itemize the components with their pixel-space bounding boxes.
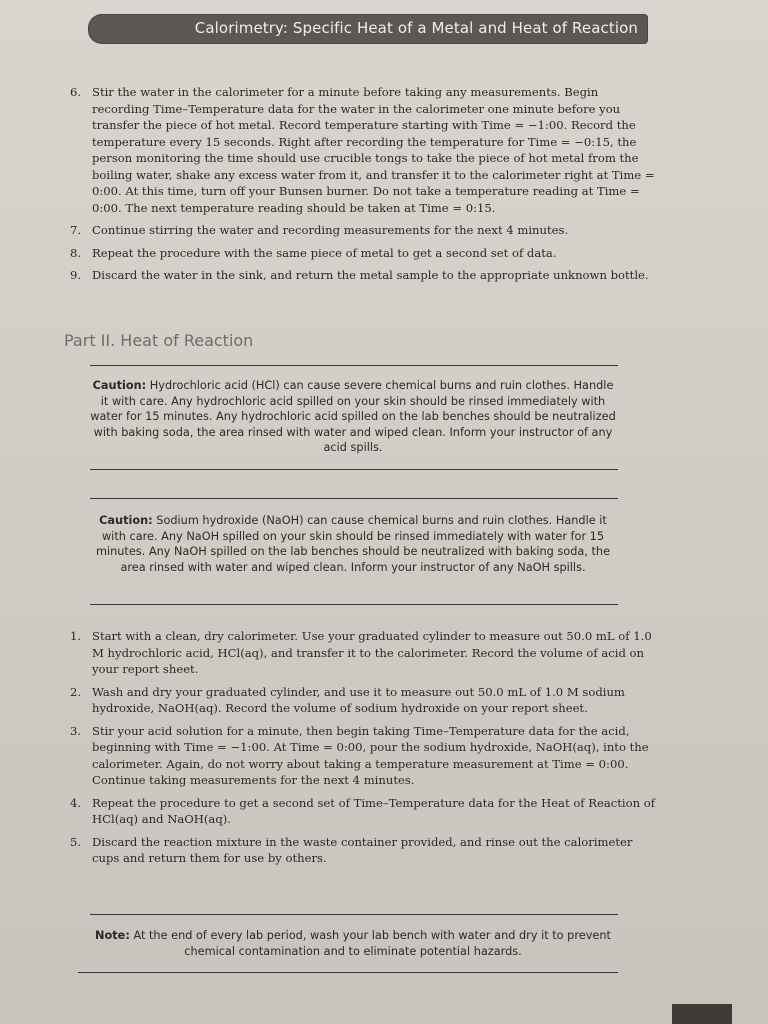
caution-text: Hydrochloric acid (HCl) can cause severe chemical burns and ruin clothes. Handle it with care. Any hydrochloric acid spilled on your skin should be rinsed immediately with water for 15 minutes. Any hydrochloric acid spilled on the lab benches should be neutralized with baking soda, the area rinsed with water and wiped clean. Inform your instructor of any acid spills. (90, 379, 616, 454)
list-item (58, 684, 658, 717)
divider (90, 914, 618, 915)
list-item (58, 267, 658, 284)
divider (90, 365, 618, 366)
step-number: 6. (70, 85, 82, 99)
step-text: Wash and dry your graduated cylinder, and use it to measure out 50.0 mL of 1.0 M sodium hydroxide, NaOH(aq). Record the volume of sodium hydroxide on your report sheet. (92, 684, 625, 715)
step-number: 7. (70, 223, 82, 237)
list-item (58, 84, 658, 216)
step-number: 9. (70, 268, 82, 282)
running-header-bar (88, 14, 648, 44)
list-item (58, 795, 658, 828)
step-number: 4. (70, 795, 82, 810)
step-text: Discard the reaction mixture in the waste container provided, and rinse out the calorimeter cups and return them for use by others. (92, 834, 633, 865)
step-number: 2. (70, 684, 82, 699)
step-number: 5. (70, 834, 82, 849)
section-heading: Part II. Heat of Reaction (64, 331, 254, 350)
step-text: Continue stirring the water and recording measurements for the next 4 minutes. (92, 223, 569, 237)
divider (78, 972, 618, 973)
step-number: 8. (70, 245, 82, 260)
divider (90, 469, 618, 470)
caution-label: Caution: (99, 514, 153, 527)
note-text: At the end of every lab period, wash your lab bench with water and dry it to prevent chemical contamination and to eliminate potential hazards. (133, 929, 611, 958)
list-item (58, 222, 658, 239)
caution-box-naoh (88, 513, 618, 575)
list-item (58, 628, 658, 678)
list-item (58, 723, 658, 789)
note-box (88, 928, 618, 959)
caution-text: Sodium hydroxide (NaOH) can cause chemical burns and ruin clothes. Handle it with care. Any NaOH spilled on your skin should be rinsed immediately with water for 15 minutes. Any NaOH spilled on the lab benches should be neutralized with baking soda, the area rinsed with water and wiped clean. Inform your instructor of any NaOH spills. (95, 514, 611, 574)
running-header-title: Calorimetry: Specific Heat of a Metal and Heat of Reaction (194, 19, 638, 37)
divider (90, 498, 618, 499)
step-text: Discard the water in the sink, and return the metal sample to the appropriate unknown bottle. (92, 268, 649, 282)
caution-box-hcl (88, 378, 618, 456)
caution-label: Caution: (92, 379, 147, 392)
part2-steps-list (58, 628, 658, 873)
part1-steps-list (58, 84, 658, 290)
list-item (58, 245, 658, 262)
step-text: Repeat the procedure to get a second set of Time–Temperature data for the Heat of Reaction of HCl(aq) and NaOH(aq). (92, 795, 656, 826)
list-item (58, 834, 658, 867)
step-text: Stir your acid solution for a minute, then begin taking Time–Temperature data for the acid, beginning with Time = −1:00. At Time = 0:00, pour the sodium hydroxide, NaOH(aq), into the calorimeter. Again, do not worry about taking a temperature measurement at Time = 0:00. Continue taking measurements for the next 4 minutes. (92, 723, 649, 787)
note-label: Note: (95, 929, 130, 942)
divider (90, 604, 618, 605)
step-text: Start with a clean, dry calorimeter. Use your graduated cylinder to measure out 50.0 mL of 1.0 M hydrochloric acid, HCl(aq), and transfer it to the calorimeter. Record the volume of acid on your report sheet. (92, 629, 652, 676)
step-number: 1. (70, 629, 82, 643)
step-number: 3. (70, 723, 82, 738)
step-text: Stir the water in the calorimeter for a minute before taking any measurements. Begin recording Time–Temperature data for the water in the calorimeter one minute before you transfer the piece of hot metal. Record temperature starting with Time = −1:00. Record the temperature every 15 seconds. Right after recording the temperature for Time = −0:15, the person monitoring the time should use crucible tongs to take the piece of hot metal from the boiling water, shake any excess water from it, and transfer it to the calorimeter right at Time = 0:00. At this time, turn off your Bunsen burner. Do not take a temperature reading at Time = 0:00. The next temperature reading should be taken at Time = 0:15. (92, 85, 655, 215)
step-text: Repeat the procedure with the same piece of metal to get a second set of data. (92, 245, 557, 260)
page-corner-tab (672, 1004, 732, 1024)
